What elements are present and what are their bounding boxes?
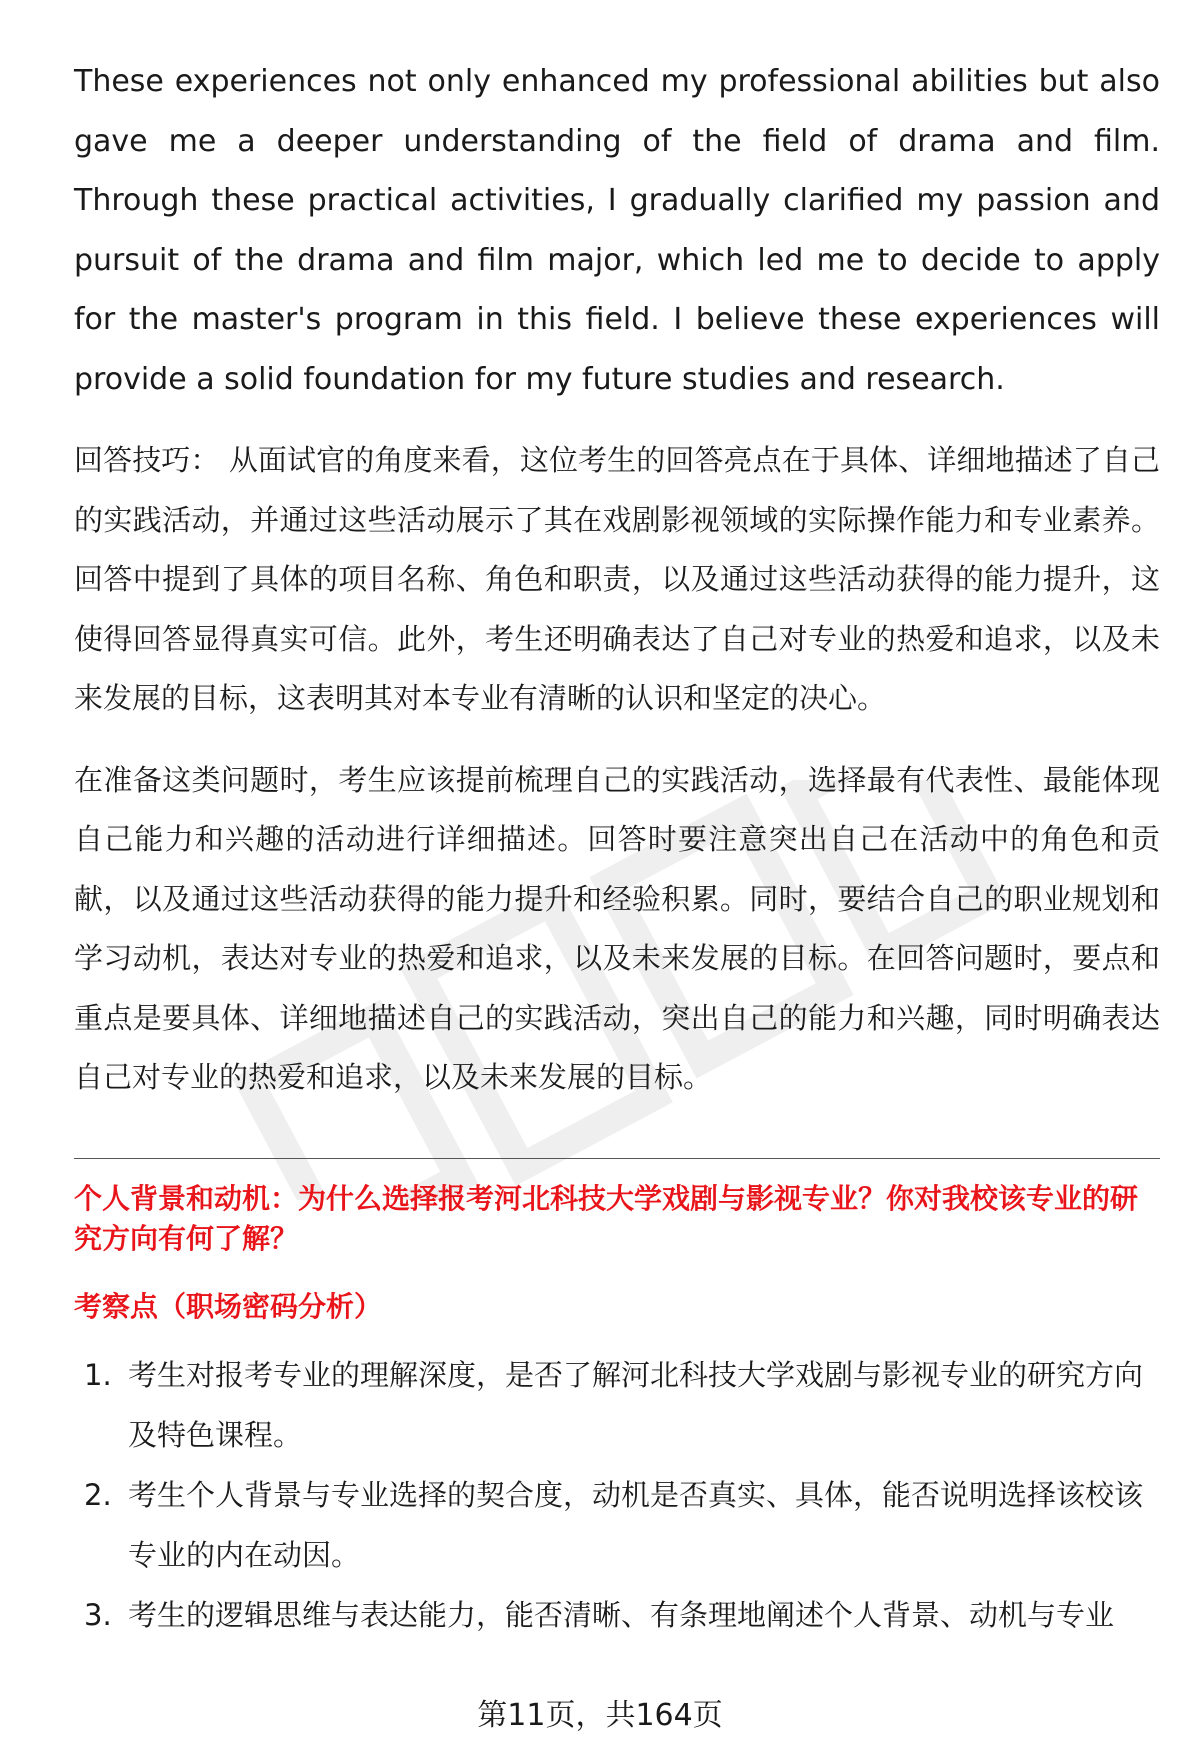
english-paragraph: These experiences not only enhanced my professional abilities but also gave me a deeper understanding of the field of drama and film. Through these practical activities, I gradually clarified my passion and pursuit of the drama and film major, which led me to decide to apply for the master's program in this field. I believe these experiences will provide a solid foundation for my future studies and research. — [74, 64, 1160, 397]
list-item-text: 考生个人背景与专业选择的契合度，动机是否真实、具体，能否说明选择该校该专业的内在动因。 — [128, 1477, 1144, 1572]
answer-tips-paragraph: 回答技巧： 从面试官的角度来看，这位考生的回答亮点在于具体、详细地描述了自己的实践活动，并通过这些活动展示了其在戏剧影视领域的实际操作能力和专业素养。回答中提到了具体的项目名称、角色和职责，以及通过这些活动获得的能力提升，这使得回答显得真实可信。此外，考生还明确表达了自己对专业的热爱和追求，以及未来发展的目标，这表明其对本专业有清晰的认识和坚定的决心。 — [74, 443, 1160, 715]
assessment-points-heading: 考察点（职场密码分析） — [74, 1289, 383, 1323]
section-divider — [74, 1158, 1160, 1159]
list-item-number: 2. — [84, 1477, 112, 1512]
preparation-paragraph: 在准备这类问题时，考生应该提前梳理自己的实践活动，选择最有代表性、最能体现自己能力和兴趣的活动进行详细描述。回答时要注意突出自己在活动中的角色和贡献，以及通过这些活动获得的能力提升和经验积累。同时，要结合自己的职业规划和学习动机，表达对专业的热爱和追求，以及未来发展的目标。在回答问题时，要点和重点是要具体、详细地描述自己的实践活动，突出自己的能力和兴趣，同时明确表达自己对专业的热爱和追求，以及未来发展的目标。 — [74, 762, 1160, 1094]
page-number-footer: 第11页，共164页 — [477, 1698, 723, 1733]
list-item-number: 3. — [84, 1597, 112, 1632]
list-item — [74, 1345, 1160, 1465]
document-body — [74, 52, 1160, 1645]
list-item — [74, 1465, 1160, 1585]
list-item — [74, 1585, 1160, 1645]
list-item-number: 1. — [84, 1357, 112, 1392]
question-title: 个人背景和动机：为什么选择报考河北科技大学戏剧与影视专业？你对我校该专业的研究方向有何了解？ — [74, 1181, 1139, 1255]
list-item-text: 考生的逻辑思维与表达能力，能否清晰、有条理地阐述个人背景、动机与专业 — [128, 1597, 1115, 1632]
list-item-text: 考生对报考专业的理解深度，是否了解河北科技大学戏剧与影视专业的研究方向及特色课程。 — [128, 1357, 1144, 1452]
assessment-points-list — [74, 1345, 1160, 1645]
